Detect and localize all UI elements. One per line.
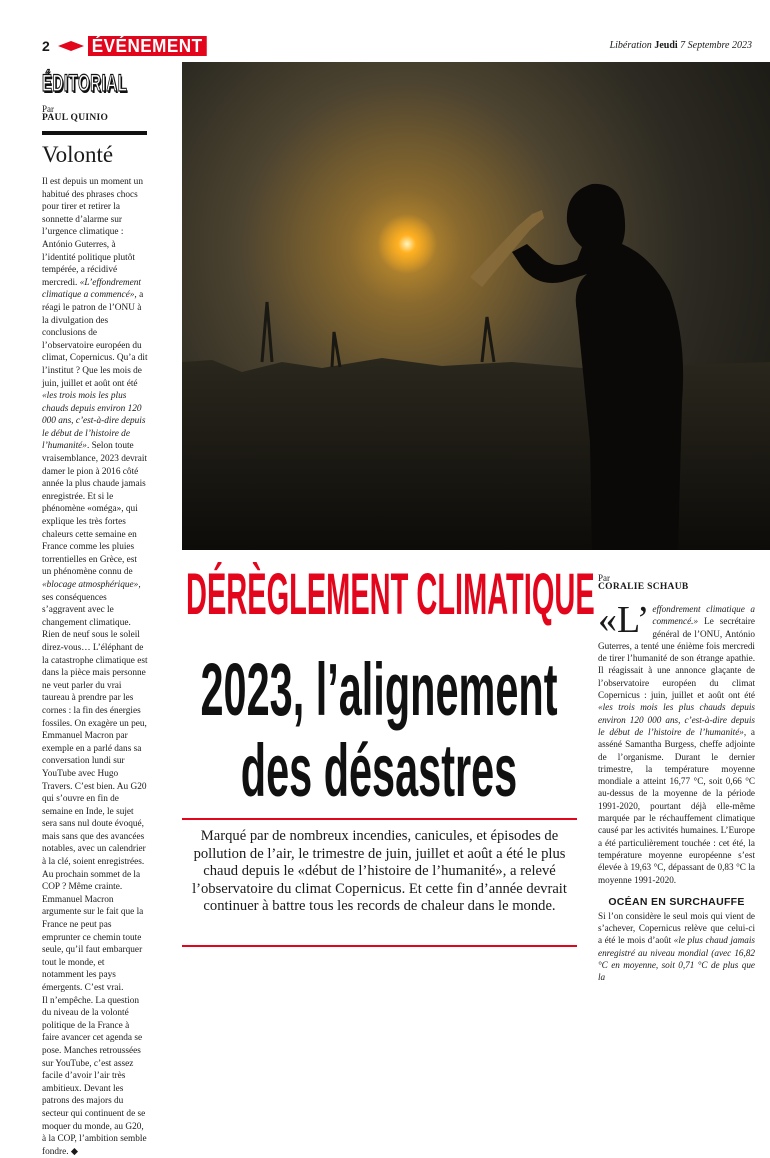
headline-line-1: 2023, l’alignement — [200, 648, 558, 731]
editorial-paragraph: Il n’empêche. La question du niveau de la volonté politique de la France à faire avancer cet agenda se pose. Manches retroussées sur YouTube, c’est assez facile d’avoir l’air très ambitieux. Devant les patrons des majors du secteur qui continuent de se moquer du monde, au G20, à la COP, l’ambition semble fondre. ◆ — [42, 995, 147, 1157]
article-photo — [182, 62, 770, 550]
divider — [182, 945, 577, 947]
day: Jeudi — [654, 40, 678, 51]
article-lead: Marqué par de nombreux incendies, canicules, et épisodes de pollution de l’air, le trimestre de juin, juillet et août a été le plus chaud depuis le «début de l’histoire de l’humanité», a relevé l’observatoire du climat Copernicus. Et cette fin d’année devrait continuer à battre tous les records de chaleur dans le monde. — [192, 828, 567, 915]
editorial-body — [42, 176, 148, 1158]
drop-cap: «L’ — [598, 599, 650, 641]
article-paragraph: Si l’on considère le seul mois qui vient de s’achever, Copernicus relève que celui-ci a été le mois d’août «le plus chaud jamais enregistré au niveau mondial (avec 16,82 °C en moyenne, soit 0,71 °C de plus que la — [598, 910, 755, 983]
divider — [182, 818, 577, 820]
section-label: ÉVÉNEMENT — [88, 36, 206, 56]
article-subhead: OCÉAN EN SURCHAUFFE — [608, 895, 745, 908]
liberation-arrow-icon — [58, 41, 84, 51]
article-paragraph: effondrement climatique a commencé.» Le secrétaire général de l’ONU, António Guterres, a tenté une énième fois mercredi de tirer l’humanité de son étrange apathie. Il réagissait à une annonce glaçante de l’observatoire européen du climat Copernicus : juin, juillet et août ont été «les trois mois les plus chauds depuis environ 120 000 ans, c’est-à-dire depuis le début de l’histoire de l’humanité», a asséné Samantha Burgess, cheffe adjointe de l’organisme. Durant le dernier trimestre, la température moyenne mondiale a atteint 16,77 °C, soit 0,66 °C au-dessus de la moyenne de la période 1991-2020, pourtant déjà elle-même marquée par le réchauffement climatique causé par les activités humaines. L’Europe a été particulièrement touchée : cet été, la température moyenne européenne s’est élevée à 19,63 °C, dépassant de 0,83 °C la moyenne 1991-2020. — [598, 604, 755, 885]
page-number: 2 — [42, 38, 50, 54]
article-author: CORALIE SCHAUB — [598, 582, 689, 592]
divider — [42, 131, 147, 135]
headline-line-2: des désastres — [240, 729, 518, 812]
article-body — [598, 599, 755, 984]
editorial-paragraph: Rien de neuf sous le soleil direz-vous… L’éléphant de la catastrophe climatique est dans la pièce mais personne ne veut parler du vrai taureau à prendre par les cornes : la fin des énergies fossiles. On exagère un peu, Emmanuel Macron par exemple en a parlé dans sa conversation lundi sur YouTube avec Hugo Travers. C’est bien. Au G20 qui s’ouvre en fin de semaine en Inde, le sujet sera sans nul doute évoqué, mais sans que des avancées notables, avec un calendrier à la clé, soient enregistrées. Au prochain sommet de la COP ? Même crainte. Emmanuel Macron argumente sur le fait que la France ne peut pas emprunter ce chemin toute seule, qu’il faut embarquer tout le monde, et notamment les pays émergents. C’est vrai. — [42, 630, 148, 993]
editorial-title: Volonté — [42, 142, 114, 167]
photo-scene — [182, 62, 770, 550]
byline-prefix: Par — [42, 104, 54, 114]
editorial-label: ÉDITORIAL — [42, 70, 128, 97]
headline-kicker: DÉRÈGLEMENT CLIMATIQUE — [186, 562, 595, 627]
byline-prefix: Par — [598, 573, 610, 583]
editorial-paragraph: Il est depuis un moment un habitué des phrases chocs pour tirer et retirer la sonnette d’alarme sur l’urgence climatique : António Guterres, à l’identité politique plutôt tempérée, a récidivé mercredi. «L’effondrement climatique a commencé», a réagi le patron de l’ONU à la divulgation des conclusions de l’observatoire européen du climat, Copernicus. Qu’a dit l’institut ? Que les mois de juin, juillet et août ont été «les trois mois les plus chauds depuis environ 120 000 ans, c’est-à-dire depuis le début de l’histoire de l’humanité». Selon toute vraisemblance, 2023 devrait damer le pion à 2016 côté année la plus chaude jamais enregistrée. Et si le phénomène «oméga», qui explique les très fortes chaleurs cette semaine en France comme les pluies torrentielles en Grèce, est un phénomène connu de «blocage atmosphérique», ses conséquences s’aggravent avec le changement climatique. — [42, 177, 148, 628]
editorial-author: PAUL QUINIO — [42, 113, 109, 123]
dateline — [610, 40, 752, 51]
sun — [377, 214, 437, 274]
date: 7 Septembre 2023 — [680, 40, 752, 51]
publication-name: Libération — [609, 40, 652, 51]
